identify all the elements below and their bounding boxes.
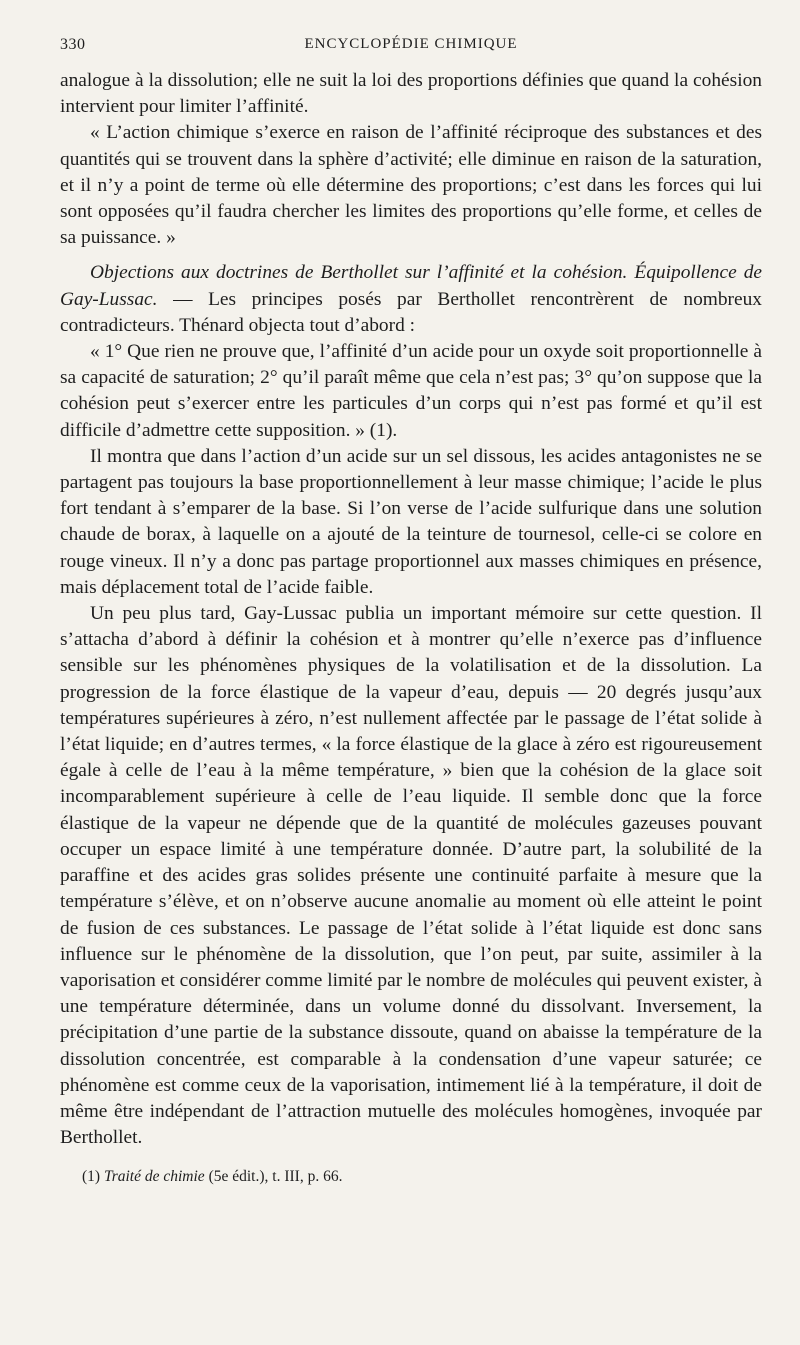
paragraph-gay-lussac: Un peu plus tard, Gay-Lussac publia un important mémoire sur cette question. Il s’attacha d’abord à définir la cohésion et à montrer qu’elle n’exerce pas d’influence sensible sur les phénomènes physiques de la volatilisation et de la dissolution. La progression de la force élastique de la vapeur d’eau, depuis — 20 degrés jusqu’aux températures supérieures à zéro, n’est nullement affectée par le passage de l’état solide à l’état liquide; en d’autres termes, « la force élastique de la glace à zéro est rigoureusement égale à celle de l’eau à la même température, » bien que la cohésion de la glace soit incomparablement supérieure à celle de l’eau liquide. Il semble donc que la force élastique de la vapeur ne dépende que de la quantité de molécules gazeuses pouvant occuper un espace limité à une température donnée. D’autre part, la solubilité de la paraffine et des acides gras solides présente une continuité parfaite à mesure que la température s’élève, et on n’observe aucune anomalie au moment où elle atteint le point de fusion de ces substances. Le passage de l’état solide à l’état liquide est donc sans influence sur le phénomène de la dissolution, que l’on peut, par suite, assimiler à la vaporisation et considérer comme limité par le nombre de molécules qui peuvent exister, à une température déterminée, dans un volume donné du dissolvant. Inversement, la précipitation d’une partie de la substance dissoute, quand on abaisse la température de la dissolution concentrée, est comparable à la condensation d’une vapeur saturée; ce phénomène est comme ceux de la vaporisation, intimement lié à la température, il doit de même être indépendant de l’attraction mutuelle des molécules homogènes, invoquée par Berthollet. [60,603,762,1149]
paragraph-section-objections [60,260,762,339]
paragraph-thenard-quote: « 1° Que rien ne prouve que, l’affinité d’un acide pour un oxyde soit proportionnelle à sa capacité de saturation; 2° qu’il paraît même que cela n’est pas; 3° qu’on suppose que la cohésion peut s’exercer entre les particules d’un corps qui n’est pas formé et qu’il est difficile d’admettre cette supposition. » (1). [60,341,762,441]
footnote [60,1167,762,1187]
footnote-details: (5e édit.), t. III, p. 66. [208,1168,343,1186]
page-number: 330 [60,36,86,53]
footnote-marker: (1) [82,1168,101,1186]
paragraph-quotation: « L’action chimique s’exerce en raison de l’affinité réciproque des substances et des quantités qui se trouvent dans la sphère d’activité; elle diminue en raison de la saturation, et il n’y a point de terme où elle détermine des proportions; c’est dans les forces qui lui sont opposées qu’il faudra chercher les limites des proportions qu’elle forme, et celles de sa puissance. » [60,122,762,249]
running-head: ENCYCLOPÉDIE CHIMIQUE [304,36,518,52]
footnote-title: Traité de chimie [103,1168,205,1186]
section-title: Objections aux doctrines de Berthollet sur l’affinité et la cohésion. Équipollence de Gay-Lussac. [60,262,762,310]
paragraph-acid-experiment: Il montra que dans l’action d’un acide sur un sel dissous, les acides antagonistes ne se partagent pas toujours la base proportionnellement à leur masse chimique; l’acide le plus fort tendant à s’emparer de la base. Si l’on verse de l’acide sulfurique dans une solution chaude de borax, à laquelle on a ajouté de la teinture de tournesol, celle-ci se colore en rouge vineux. Il n’y a donc pas partage proportionnel aux masses chimiques en présence, mais déplacement total de l’acide faible. [60,445,762,598]
body-text [60,68,762,1151]
page-header [60,30,762,54]
paragraph-continuation: analogue à la dissolution; elle ne suit la loi des proportions définies que quand la cohésion intervient pour limiter l’affinité. [60,70,762,118]
section-intro-text: — Les principes posés par Berthollet rencontrèrent de nombreux contradicteurs. Thénard objecta tout d’abord : [60,288,762,336]
